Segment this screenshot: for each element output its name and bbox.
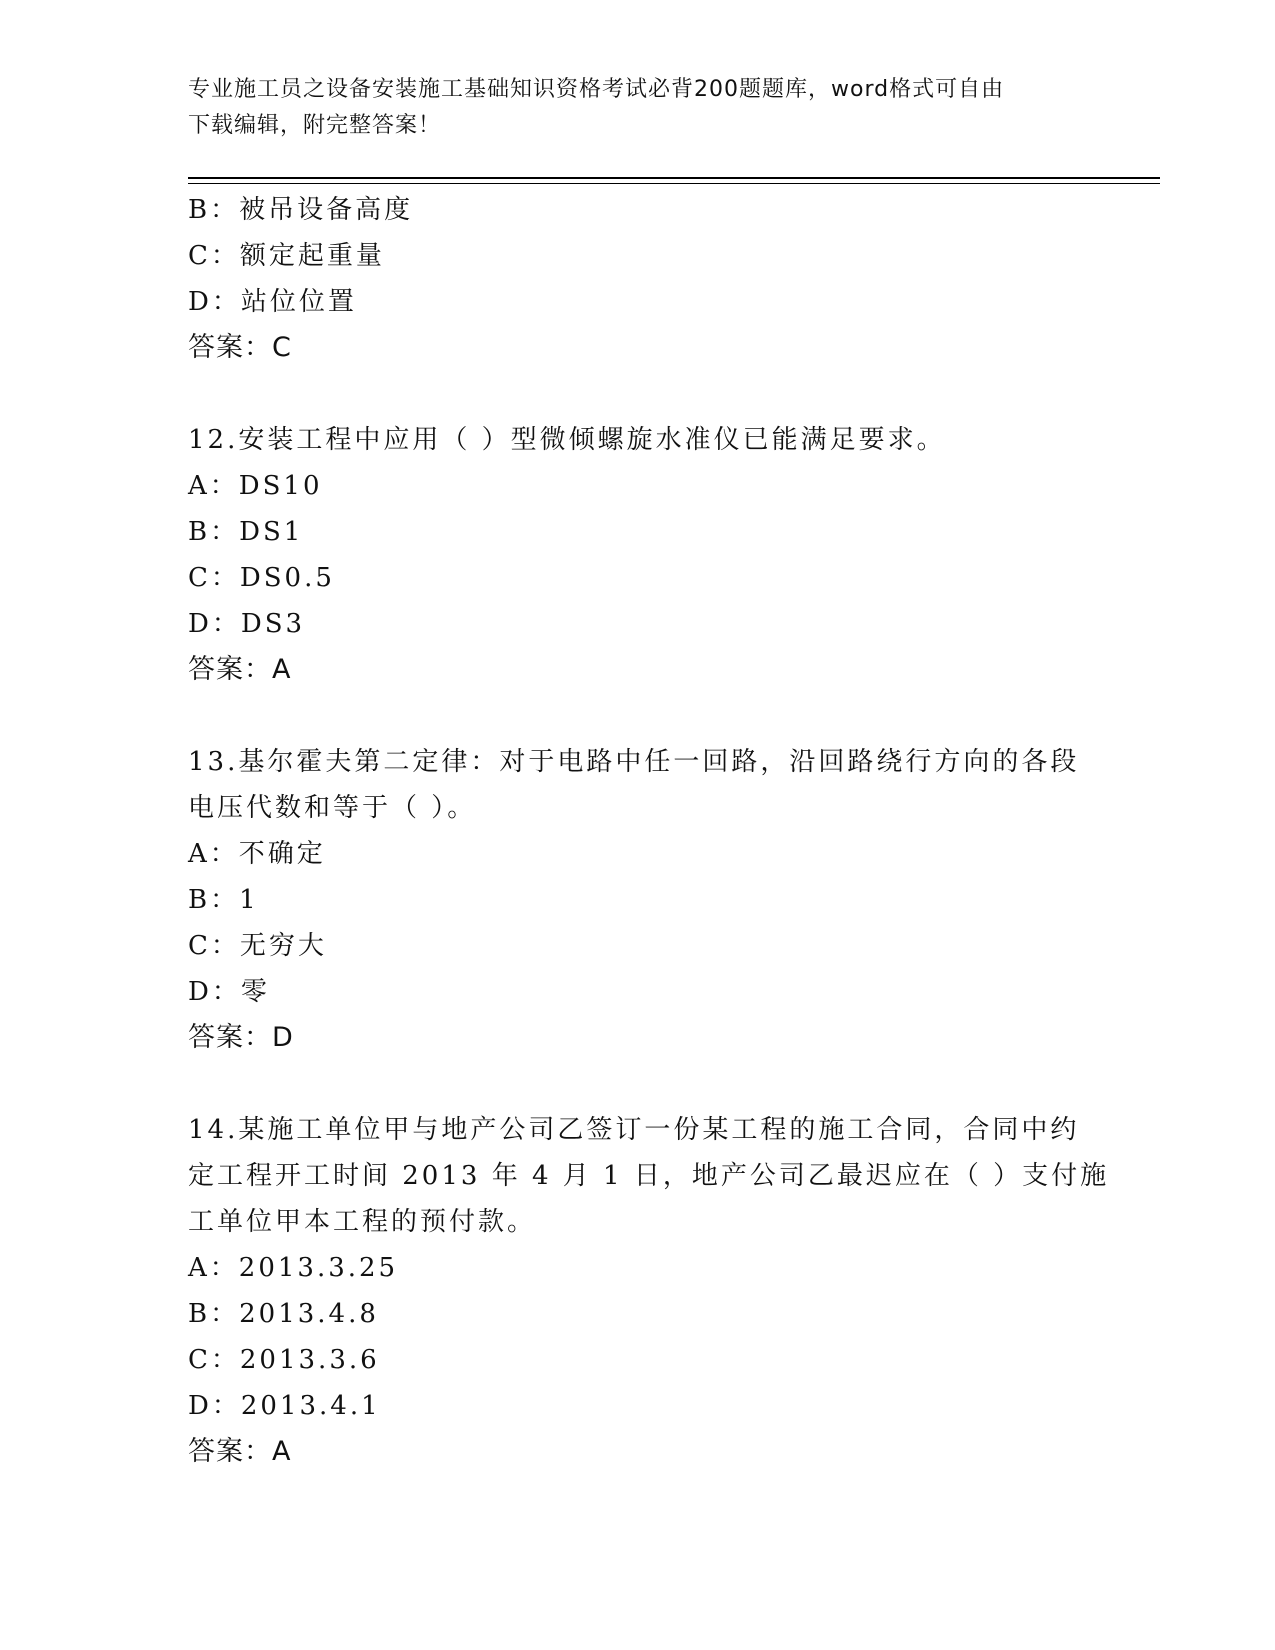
q14-question-line-1: 14.某施工单位甲与地产公司乙签订一份某工程的施工合同，合同中约 xyxy=(188,1115,1080,1145)
question-list xyxy=(188,187,1160,1475)
document-header xyxy=(188,72,1088,144)
header-divider-thin xyxy=(188,183,1160,184)
q11-option-d: D：站位位置 xyxy=(188,287,357,317)
q12-option-b: B：DS1 xyxy=(188,517,304,547)
header-title-line-1: 专业施工员之设备安装施工基础知识资格考试必背200题题库，word格式可自由 xyxy=(188,77,1005,102)
q12-option-c: C：DS0.5 xyxy=(188,563,335,593)
q12-question: 12.安装工程中应用（ ）型微倾螺旋水准仪已能满足要求。 xyxy=(188,425,946,455)
q13-answer: 答案：D xyxy=(188,1022,294,1053)
spacer xyxy=(188,371,1160,417)
q13-option-b: B：1 xyxy=(188,885,259,915)
header-title-line-2: 下载编辑，附完整答案！ xyxy=(188,113,442,138)
q12-option-a: A：DS10 xyxy=(188,471,323,501)
q12-answer: 答案：A xyxy=(188,654,292,685)
spacer xyxy=(188,693,1160,739)
q13-option-a: A：不确定 xyxy=(188,839,326,869)
spacer xyxy=(188,1061,1160,1107)
q14-option-b: B：2013.4.8 xyxy=(188,1299,379,1329)
q13-question-line-1: 13.基尔霍夫第二定律：对于电路中任一回路，沿回路绕行方向的各段 xyxy=(188,747,1080,777)
q14-answer: 答案：A xyxy=(188,1436,292,1467)
header-divider-thick xyxy=(188,177,1160,179)
q12-option-d: D：DS3 xyxy=(188,609,306,639)
q14-question-line-2: 定工程开工时间 2013 年 4 月 1 日，地产公司乙最迟应在（ ）支付施 xyxy=(188,1161,1110,1191)
q14-option-d: D：2013.4.1 xyxy=(188,1391,381,1421)
q11-answer: 答案：C xyxy=(188,332,292,363)
q14-question-line-3: 工单位甲本工程的预付款。 xyxy=(188,1207,537,1237)
q11-option-c: C：额定起重量 xyxy=(188,241,385,271)
q11-option-b: B：被吊设备高度 xyxy=(188,195,414,225)
q14-option-a: A：2013.3.25 xyxy=(188,1253,399,1283)
q13-question-line-2: 电压代数和等于（ ）。 xyxy=(188,793,477,823)
q13-option-d: D：零 xyxy=(188,977,270,1007)
q13-option-c: C：无穷大 xyxy=(188,931,327,961)
q14-option-c: C：2013.3.6 xyxy=(188,1345,380,1375)
